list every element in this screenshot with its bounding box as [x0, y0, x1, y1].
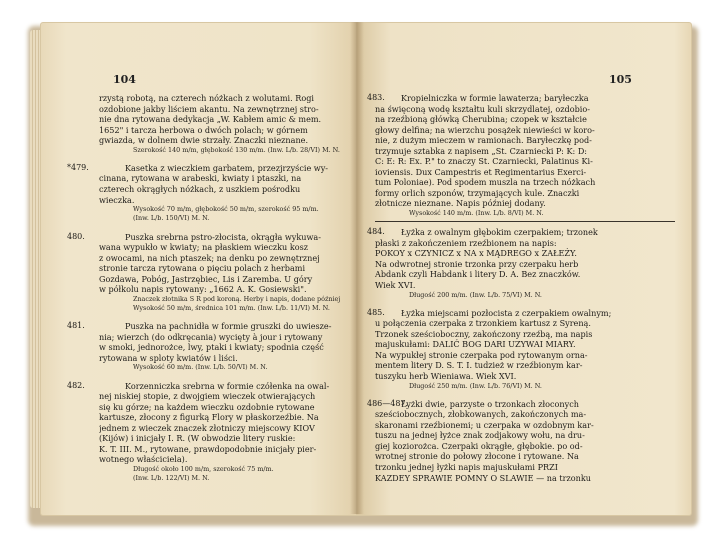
- page-number-left: 104: [113, 73, 136, 86]
- entry-text-line: Korzenniczka srebrna w formie czółenka na owal-: [125, 380, 330, 391]
- entry-text-line: nia; wierzch (do odkręcania) wycięty à jour i rytowany: [99, 331, 323, 342]
- entry-text-line: tuszu na jednej łyżce znak zodjakowy wołu, na dru-: [375, 430, 585, 441]
- entry-text-line: rzystą robotą, na czterech nóżkach z wolutami. Rogi: [99, 93, 315, 103]
- entry-text-line: kartusze, złocony z figurką Flory w płaskorzeźbie. Na: [99, 412, 319, 423]
- entry-text-line: na święconą wodę kształtu kuli skrzydlatej, ozdobio-: [375, 103, 590, 114]
- entry-dimensions-note: Długość 200 m/m. (Inw. L/b. 75/VI) M. N.: [409, 290, 542, 299]
- entry-text-line: 1652" i tarcza herbowa o dwóch polach; w górnem: [99, 124, 308, 135]
- entry-text-line: Kasetka z wieczkiem garbatem, przezjrzyście wy-: [125, 162, 329, 173]
- entry-text-line: cinana, rytowana w arabeski, kwiaty i ptaszki, na: [99, 173, 302, 184]
- entry-text-line: skaronami rzeźbionemi; u czerpaka w ozdobnym kar-: [375, 419, 594, 430]
- entry-dimensions-note: Wysokość 70 m/m, głębokość 50 m/m, szerokość 95 m/m.: [133, 205, 319, 214]
- entry-text-line: stronie tarcza rytowana o pięciu polach z herbami: [99, 263, 306, 274]
- left-page: [40, 22, 358, 516]
- entry-text-line: Na wypukłej stronie czerpaka pod rytowanym orna-: [375, 349, 588, 360]
- entry-gap: [99, 224, 358, 232]
- entry-number: *479.: [67, 162, 89, 172]
- entry-dimensions-note: Wysokość 50 m/m, średnica 101 m/m. (Inw. L/b. 11/VI) M. N.: [133, 304, 330, 313]
- entry-text-line: Na odwrotnej stronie trzonka przy czerpaku herb: [375, 258, 579, 269]
- entry-text-line: Łyżka z owalnym głębokim czerpakiem; trzonek: [401, 227, 598, 238]
- catalog-entry: [67, 380, 358, 484]
- entry-text-line: płaski z zakończeniem rzeźbionem na napis:: [375, 237, 557, 248]
- entry-number: 480.: [67, 231, 85, 241]
- entry-text-line: sześciobocznych, złobkowanych, zakończonych ma-: [375, 409, 587, 420]
- entry-dimensions-note: Długość około 100 m/m, szerokość 75 m/m.: [133, 464, 274, 473]
- right-page-text-column: [367, 93, 675, 483]
- entry-text-line: K. T. III. M., rytowane, prawdopodobnie inicjały pier-: [99, 443, 317, 454]
- catalog-entry: [367, 398, 675, 483]
- catalog-entry: [67, 231, 358, 314]
- entry-number: 484.: [367, 227, 385, 237]
- entry-text-line: złotnicze nieznane. Napis później dodany.: [375, 198, 546, 209]
- section-rule: [375, 221, 675, 222]
- entry-text-line: C: E: R: Ex. P." to znaczy St. Czarniecki, Palatinus Ki-: [375, 156, 593, 167]
- entry-text-line: Puszka na pachnidła w formie gruszki do uwiesze-: [125, 321, 332, 332]
- entry-number: 481.: [67, 321, 85, 331]
- entry-dimensions-note: Wysokość 60 m/m. (Inw. L/b. 50/VI) M. N.: [133, 363, 268, 372]
- entry-text-line: na rzeźbioną główką Cherubina; czopek w kształcie: [375, 114, 587, 125]
- entry-dimensions-note: Długość 250 m/m. (Inw. L/b. 76/VI) M. N.: [409, 381, 542, 390]
- book-gutter: [350, 22, 364, 514]
- entry-gap: [99, 155, 358, 163]
- entry-dimensions-note: (Inw. L/b. 122/VI) M. N.: [133, 474, 210, 483]
- catalog-entry: [99, 93, 358, 155]
- entry-dimensions-note: Znaczek złotnika S R pod koroną. Herby i napis, dodane później: [133, 294, 341, 303]
- entry-number: 482.: [67, 380, 85, 390]
- entry-text-line: wana wypukło w kwiaty; na płaskiem wieczku kosz: [99, 242, 309, 253]
- entry-text-line: mentem litery D. S. T. I. tudzież w rzeźbionym kar-: [375, 360, 583, 371]
- entry-text-line: Łyżki dwie, parzyste o trzonkach złoconych: [401, 398, 579, 409]
- entry-text-line: Abdank czyli Habdank i litery D. A. Bez znaczków.: [375, 269, 581, 280]
- entry-number: 486—487.: [367, 398, 409, 408]
- entry-gap: [375, 391, 675, 399]
- entry-text-line: nie, z dużym mieczem w ramionach. Baryłeczkę pod-: [375, 135, 592, 146]
- entry-text-line: giej koziorożca. Czerpaki okrągłe, głębokie. po od-: [375, 440, 583, 451]
- catalog-entry: [367, 93, 675, 218]
- entry-text-line: rytowana w sploty kwiatów i liści.: [99, 352, 238, 363]
- entry-number: 483.: [367, 93, 385, 102]
- entry-number: 485.: [367, 307, 385, 317]
- entry-text-line: Gozdawa, Pobóg, Jastrzębiec, Lis i Zaremba. U góry: [99, 273, 313, 284]
- entry-text-line: wieczka.: [99, 194, 135, 205]
- entry-text-line: ozdobione jakby liściem akantu. Na zewnętrznej stro-: [99, 103, 319, 114]
- entry-text-line: tuszyku herb Wieniawa. Wiek XVI.: [375, 370, 517, 381]
- entry-text-line: wrotnej stronie do połowy złocone i rytowane. Na: [375, 451, 579, 462]
- entry-text-line: u połączenia czerpaka z trzonkiem kartusz z Syreną.: [375, 318, 591, 329]
- entry-dimensions-note: Wysokość 140 m/m. (Inw. L/b. 8/VI) M. N.: [409, 209, 544, 218]
- entry-text-line: POKOY x CZYNICZ x NA x MĄDREGO x ZAŁEŻY.: [375, 248, 577, 259]
- entry-text-line: majuskułami: DALIĆ BOG DARI UZYWAI MIARY.: [375, 339, 576, 350]
- entry-text-line: trzonku jednej łyżki napis majuskułami PRZI: [375, 462, 558, 473]
- catalog-entry: [67, 162, 358, 224]
- entry-text-line: nej niskiej stopie, z dwojgiem wieczek otwierających: [99, 391, 316, 402]
- catalog-entry: [67, 321, 358, 372]
- entry-text-line: KAZDEY SPRAWIE POMNY O SLAWIE — na trzonku: [375, 472, 591, 483]
- entry-text-line: formy orlich szponów, trzymających kule. Znaczki: [375, 187, 580, 198]
- entry-text-line: z owocami, na nich ptaszek; na denku po zewnętrznej: [99, 252, 320, 263]
- entry-text-line: trzymuje sztabka z napisem „St. Czarniecki P: K: D:: [375, 145, 588, 156]
- entry-text-line: Puszka srebrna pstro-złocista, okrągła wykuwa-: [125, 231, 321, 242]
- entry-text-line: (Kijów) i inicjały I. R. (W obwodzie litery ruskie:: [99, 433, 296, 444]
- entry-text-line: nie dna rytowana dedykacja „W. Kabłem amic & mem.: [99, 114, 322, 125]
- entry-text-line: w półkolu napis rytowany: „1662 A. K. Gosiewski".: [99, 284, 307, 295]
- entry-text-line: Kropielniczka w formie lawaterza; baryłeczka: [401, 93, 589, 103]
- entry-text-line: czterech okrągłych nóżkach, z uszkiem pośrodku: [99, 184, 301, 195]
- entry-text-line: ioviensis. Dux Campestris et Regimentarius Exerci-: [375, 166, 587, 177]
- entry-text-line: wotnego właściciela).: [99, 454, 188, 465]
- entry-text-line: w smoki, jednorożce, lwy, ptaki i kwiaty; spodnia część: [99, 342, 324, 353]
- entry-dimensions-note: (Inw. L/b. 150/VI) M. N.: [133, 214, 210, 223]
- entry-dimensions-note: Szerokość 140 m/m, głębokość 130 m/m. (Inw. L/b. 28/VI) M. N.: [133, 145, 340, 154]
- entry-text-line: jednem z wieczek znaczek złotniczy miejscowy KIOV: [99, 422, 315, 433]
- entry-text-line: się ku górze; na każdem wieczku ozdobnie rytowane: [99, 401, 315, 412]
- entry-text-line: Łyżka miejscami pozłocista z czerpakiem owalnym;: [401, 307, 612, 318]
- entry-text-line: tum Poloniae). Pod spodem muszla na trzech nóżkach: [375, 177, 596, 188]
- entry-gap: [99, 313, 358, 321]
- entry-text-line: gwiazda, w dolnem dwie strzały. Znaczki nieznane.: [99, 135, 309, 146]
- catalog-entry: [367, 227, 675, 299]
- entry-gap: [99, 373, 358, 381]
- right-page: [356, 22, 692, 516]
- entry-text-line: Trzonek sześcioboczny, zakończony rzeźbą, ma napis: [375, 328, 593, 339]
- catalog-entry: [367, 307, 675, 391]
- entry-text-line: Wiek XVI.: [375, 279, 416, 290]
- entry-text-line: głowy delfina; na wierzchu posążek niewieści w koro-: [375, 124, 595, 135]
- entry-gap: [375, 300, 675, 308]
- page-number-right: 105: [609, 73, 632, 86]
- left-page-text-column: [67, 93, 358, 483]
